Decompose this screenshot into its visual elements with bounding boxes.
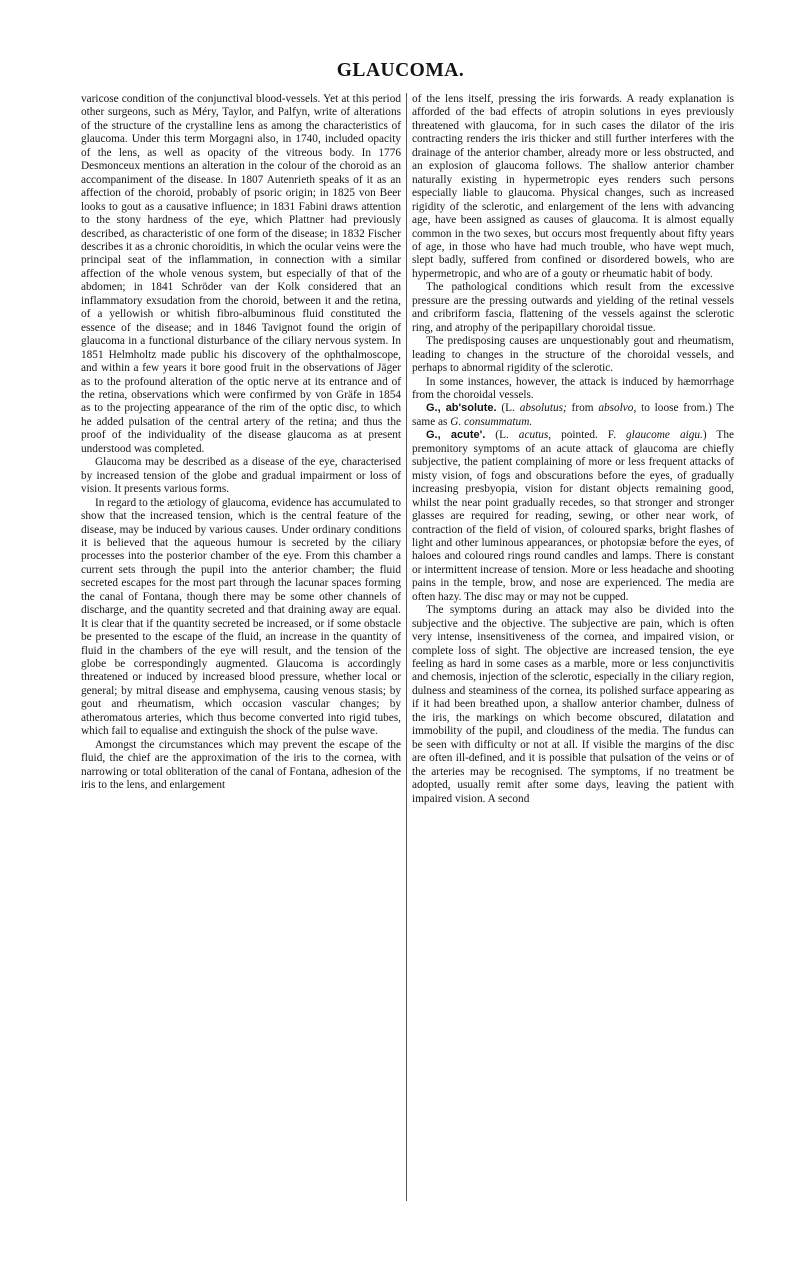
entry-etymology: absolutus;: [519, 402, 567, 415]
paragraph: The pathological conditions which result from the excessive pressure are the pressing outwards and yielding of the retinal vessels and cribriform fascia, flattening of the vessels against the sclerotic ring, and atrophy of the peripapillary choroidal tissue.: [412, 281, 734, 334]
paragraph: varicose condition of the conjunctival blood-vessels. Yet at this period other surgeons, such as Méry, Taylor, and Palfyn, write of alterations of the structure of the crystalline lens as among the characteristics of glaucoma. Under this term Morgagni also, in 1740, included opacity of the lens, as well as opacity of the vitreous body. In 1776 Desmonceux mentions an alteration in the colour of the choroid as an accompaniment of the disease. In 1807 Autenrieth speaks of it as an affection of the choroid, probably of psoric origin; in 1825 von Beer looks to gout as a causative influence; in 1831 Fabini draws attention to the stony hardness of the eye, which Plattner had previously described, as characteristic of one form of the disease; in 1832 Fischer describes it as a chronic choroiditis, in which the ocular veins were the principal seat of the inflammation, in connection with a similar affection of the whole venous system, but especially of that of the abdomen; in 1841 Schröder van der Kolk considered that an inflammatory exsudation from the choroid, between it and the retina, of a yellowish or whitish fibro-albuminous fluid constituted the essence of the disease; and in 1846 Tavignot found the origin of glaucoma in a functional disturbance of the ciliary nervous system. In 1851 Helmholtz made public his discovery of the ophthalmoscope, and within a few years it bore good fruit in the observations of Jäger as to the profound alteration of the optic nerve at its entrance and of the retina, observations which were confirmed by von Gräfe in 1854 as to the projecting appearance of the rim of the optic disc, to which he added pulsation of the central artery of the retina; and thus the proof of the individuality of the disease glaucoma as at present understood was completed.: [81, 93, 401, 455]
entry-headword: G., ab'solute.: [426, 402, 497, 415]
left-column: [81, 93, 401, 793]
entry-text: (L.: [485, 429, 519, 442]
dictionary-entry-absolute: [412, 402, 734, 429]
paragraph: In some instances, however, the attack is induced by hæmorrhage from the choroidal vessels.: [412, 375, 734, 401]
entry-cross-reference: G. consummatum.: [450, 415, 533, 428]
entry-text: (L.: [496, 402, 520, 415]
paragraph: Glaucoma may be described as a disease of the eye, characterised by increased tension of the globe and gradual impairment or loss of vision. It presents various forms.: [81, 456, 401, 496]
right-column: [412, 93, 734, 806]
paragraph: The symptoms during an attack may also be divided into the subjective and the objective. The subjective are pain, which is often very intense, insensitiveness of the cornea, and impaired vision, or complete loss of sight. The objective are increased tension, the eye feeling as hard in some cases as a marble, more or less conjunctivitis and chemosis, injection of the sclerotic, especially in the ciliary region, dulness and steaminess of the cornea, its polished surface appearing as if it had been breathed upon, a shallow anterior chamber, dulness of the iris, the markings on which become obscured, dilatation and immobility of the pupil, and cloudiness of the media. The fundus can be seen with difficulty or not at all. If visible the margins of the disc are often ill-defined, and it is possible that pulsation of the veins or of the arteries may be recognised. The symptoms, if no treatment be adopted, usually remit after some days, leaving the patient with impaired vision. A second: [412, 604, 734, 805]
entry-etymology: absolvo,: [598, 402, 637, 415]
entry-headword: G., acute'.: [426, 429, 486, 442]
entry-text: to loose from.) The same as: [412, 402, 734, 428]
paragraph: Amongst the circumstances which may prevent the escape of the fluid, the chief are the approximation of the iris to the cornea, with narrowing or total obliteration of the canal of Fontana, adhesion of the iris to the lens, and enlargement: [81, 738, 401, 792]
column-divider: [406, 93, 407, 1201]
dictionary-entry-acute: [412, 429, 734, 604]
paragraph: The predisposing causes are unquestionably gout and rheumatism, leading to changes in the structure of the choroidal vessels, and perhaps to abnormal rigidity of the sclerotic.: [412, 335, 734, 375]
page-header-title: GLAUCOMA.: [336, 60, 465, 81]
entry-text: from: [566, 402, 599, 415]
entry-text: ) The premonitory symptoms of an acute attack of glaucoma are chiefly subjective, the patient complaining of more or less frequent attacks of misty vision, of fogs and obscurations before the eyes, of gradually increasing presbyopia, vision for distant objects remaining good, whilst the near point gradually recedes, so that stronger and stronger glasses are required for reading, sewing, or other near work, of contraction of the field of vision, of coloured sparks, bright flashes of light and other luminous appearances, or photopsiæ before the eyes, of haloes and coloured rings round candles and lamps. There is constant or intermittent increase of tension. More or less headache and shooting pains in the temple, brow, and nose are experienced. The media are often hazy. The disc may or may not be cupped.: [412, 429, 734, 603]
entry-etymology: acutus,: [518, 429, 552, 442]
entry-text: pointed. F.: [551, 429, 627, 442]
paragraph: of the lens itself, pressing the iris forwards. A ready explanation is afforded of the bad effects of atropin solutions in eyes previously threatened with glaucoma, for in such cases the dilator of the iris contracting renders the iris thicker and still further interferes with the drainage of the anterior chamber, already more or less obstructed, and an explosion of glaucoma follows. The shallow anterior chamber naturally existing in hypermetropic eyes renders such persons especially liable to glaucoma. Physical changes, such as increased rigidity of the sclerotic, and enlargement of the lens with advancing age, have been assigned as causes of glaucoma. It is almost equally common in the two sexes, but occurs most frequently about fifty years of age, in those who have had much trouble, who have wept much, slept badly, suffered from confined or disordered bowels, who are hypermetropic, and who are of a gouty or rheumatic habit of body.: [412, 93, 734, 280]
entry-etymology: glaucome aigu.: [626, 429, 703, 442]
paragraph: In regard to the ætiology of glaucoma, evidence has accumulated to show that the increased tension, which is the central feature of the disease, may be induced by various causes. Under ordinary conditions it is believed that the aqueous humour is secreted by the ciliary processes into the posterior chamber of the eye. From this chamber a current sets through the pupil into the anterior chamber; the fluid secreted escapes for the most part through the lacunar spaces forming the canal of Fontana, though there may be some other channels of discharge, and the quantity secreted and that draining away are equal. It is clear that if the quantity secreted be increased, or if some obstacle be presented to the escape of the fluid, an increase in the quantity of fluid in the chambers of the eye will result, and the tension of the globe be correspondingly augmented. Glaucoma is accordingly threatened or induced by increased blood pressure, whether local or general; by mitral disease and emphysema, causing venous stasis; by gout and rheumatism, which occasion vascular changes; by atheromatous arteries, which thus become converted into rigid tubes, which fail to equalise and extinguish the shock of the pulse wave.: [81, 496, 401, 738]
